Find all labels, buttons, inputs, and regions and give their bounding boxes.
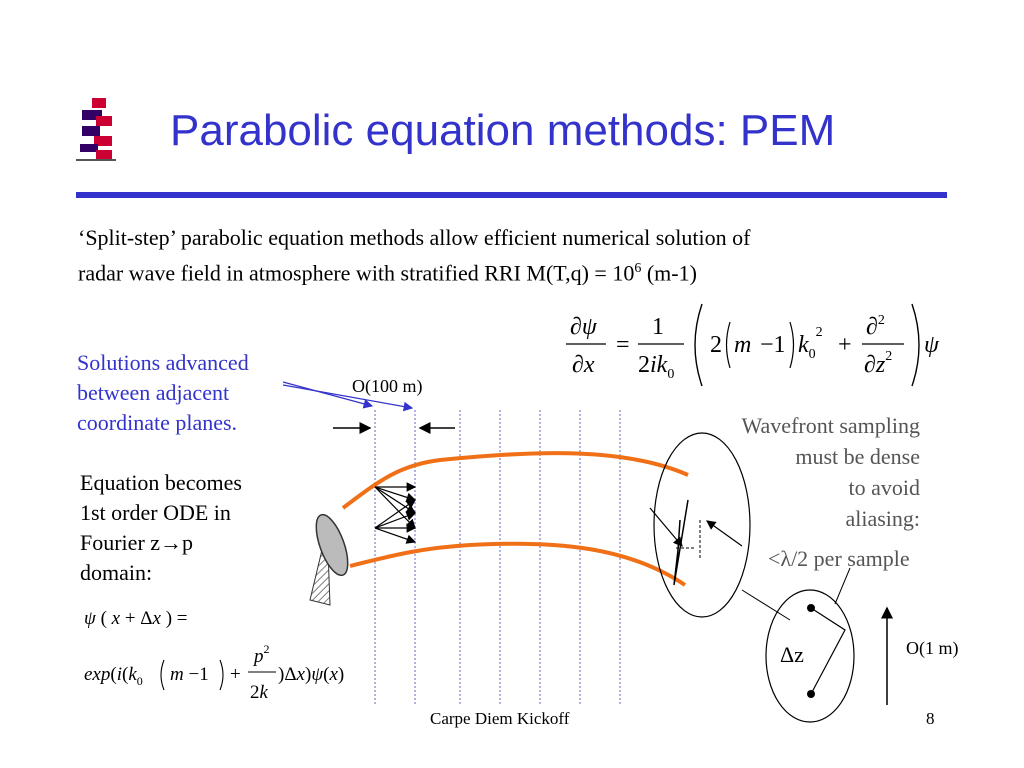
o100-label: O(100 m) (352, 376, 423, 396)
page-number: 8 (926, 709, 935, 728)
svg-text:∂2: ∂$^2$ (866, 313, 885, 340)
svg-text:+: + (230, 664, 241, 685)
svg-text:∂x: ∂x (572, 352, 595, 378)
radar-dish (310, 511, 354, 579)
svg-text:2k: 2k (250, 682, 268, 703)
svg-text:k02: $k_0^2$ (798, 325, 823, 362)
beam-lower (350, 544, 685, 585)
lambda-label: <λ/2 per sample (768, 546, 910, 571)
wavefront-line: must be dense (795, 444, 920, 469)
slide-title: Parabolic equation methods: PEM (170, 106, 836, 155)
svg-text:+: + (838, 332, 852, 358)
svg-text:ψ: ψ (924, 332, 939, 358)
ode-line: 1st order ODE in (80, 500, 231, 525)
svg-text:2: 2 (710, 332, 722, 358)
side-note-line: coordinate planes. (77, 410, 238, 435)
ode-line: Equation becomes (80, 470, 242, 495)
svg-text:p2: $p^2$ (254, 642, 270, 667)
intro-line-1: ‘Split-step’ parabolic equation methods allow efficient numerical solution of (78, 225, 751, 250)
delta-z-label: Δz (780, 642, 804, 667)
ode-line: Fourier z→p (80, 530, 194, 555)
intro-line-2-prefix: radar wave field in atmosphere with stratified RRI M(T,q) = 10 (78, 260, 635, 286)
fan-arrows (375, 487, 415, 542)
side-note-line: Solutions advanced (77, 350, 249, 375)
svg-text:∂z2: $\partial z^2$ (864, 349, 893, 378)
wavefront-line: aliasing: (845, 506, 920, 531)
svg-text:2ik0: $2ik_0$ (638, 352, 675, 382)
svg-text:exp(i(k0: $\exp(i(k_0$ (84, 664, 143, 688)
svg-text:=: = (616, 332, 630, 358)
svg-text:)Δx)ψ(x): )Δx)ψ(x) (278, 664, 345, 685)
svg-text:1: 1 (652, 314, 664, 340)
svg-text:−1: −1 (760, 332, 786, 358)
o1m-label: O(1 m) (906, 638, 959, 658)
svg-text:ψ ( x + Δx ) =: ψ ( x + Δx ) = (84, 608, 188, 629)
side-note-line: between adjacent (77, 380, 230, 405)
wavefront-line: Wavefront sampling (741, 413, 920, 438)
svg-text:m −1: m −1 (170, 664, 209, 685)
wavefront-note (690, 410, 920, 534)
wavefront-line: to avoid (848, 475, 920, 500)
wavefront-sample-line (674, 500, 688, 585)
footer-text: Carpe Diem Kickoff (430, 709, 570, 728)
intro-superscript: 6 (634, 261, 642, 276)
ode-line: domain: (80, 560, 153, 585)
intro-line-2-suffix: (m-1) (641, 260, 697, 286)
svg-text:∂ψ: ∂ψ (570, 314, 597, 340)
svg-text:m: m (734, 332, 752, 358)
